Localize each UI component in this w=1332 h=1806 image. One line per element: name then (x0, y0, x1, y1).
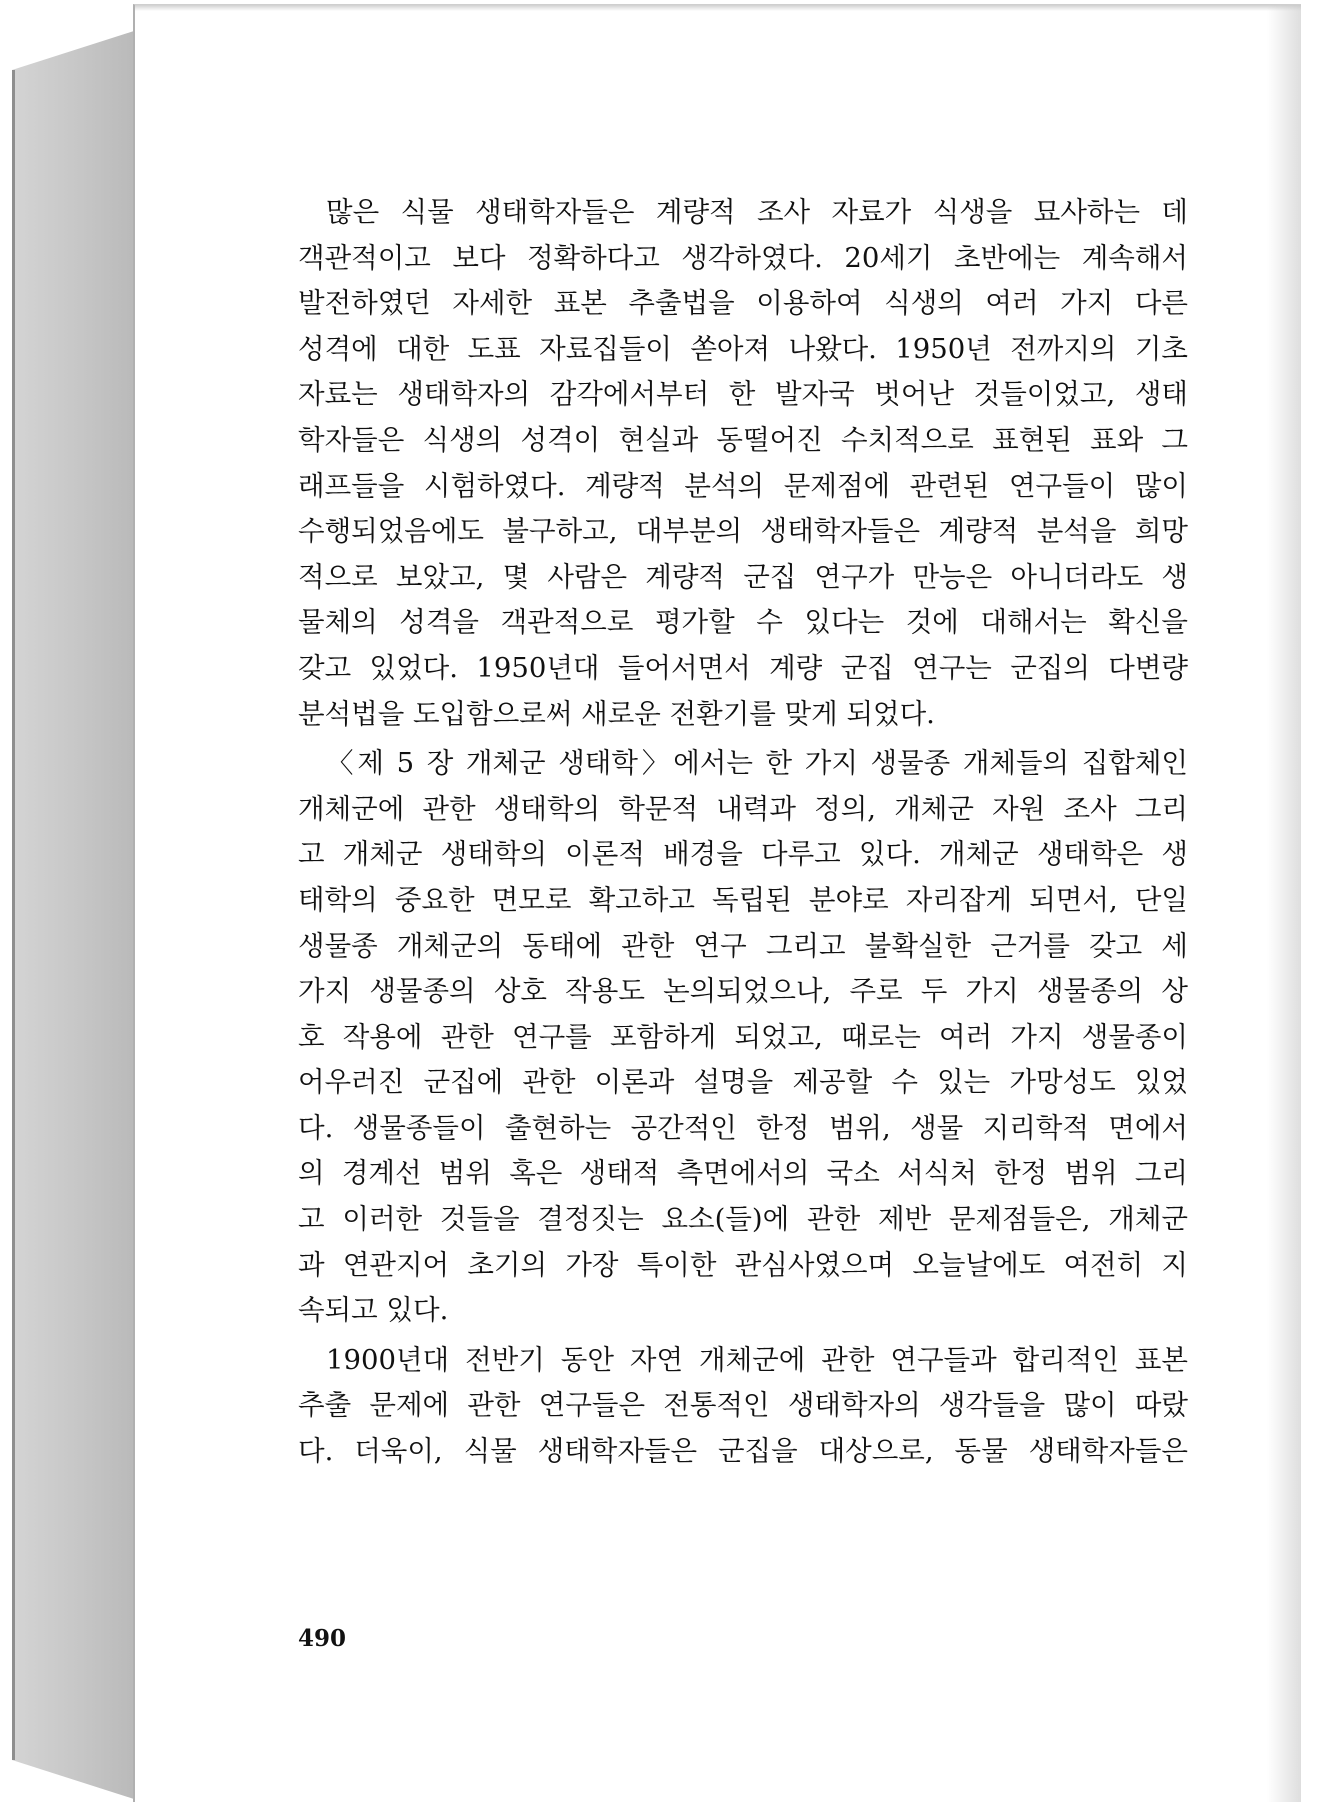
text-line: 물체의 성격을 객관적으로 평가할 수 있다는 것에 대해서는 확신을 (298, 606, 1188, 639)
text-line: 발전하였던 자세한 표본 추출법을 이용하여 식생의 여러 가지 다른 (298, 287, 1188, 320)
text-line: 고 이러한 것들을 결정짓는 요소(들)에 관한 제반 문제점들은, 개체군 (298, 1203, 1188, 1236)
text-line: 태학의 중요한 면모로 확고하고 독립된 분야로 자리잡게 되면서, 단일 (298, 883, 1188, 916)
paragraph-2 (298, 741, 1188, 1334)
paragraph-3 (298, 1338, 1188, 1475)
text-line: 갖고 있었다. 1950년대 들어서면서 계량 군집 연구는 군집의 다변량 (298, 651, 1188, 684)
text-line: 〈제 5 장 개체군 생태학〉에서는 한 가지 생물종 개체들의 집합체인 (326, 747, 1188, 780)
book-spine (12, 30, 137, 1800)
text-line: 1900년대 전반기 동안 자연 개체군에 관한 연구들과 합리적인 표본 (326, 1343, 1188, 1376)
body-text (298, 190, 1188, 1475)
page-right-shadow (1267, 5, 1301, 1802)
text-line: 호 작용에 관한 연구를 포함하게 되었고, 때로는 여러 가지 생물종이 (298, 1020, 1188, 1053)
text-line: 적으로 보았고, 몇 사람은 계량적 군집 연구가 만능은 아니더라도 생 (298, 560, 1188, 593)
text-line: 추출 문제에 관한 연구들은 전통적인 생태학자의 생각들을 많이 따랐 (298, 1389, 1188, 1422)
text-line: 많은 식물 생태학자들은 계량적 조사 자료가 식생을 묘사하는 데 (326, 196, 1188, 228)
text-line: 의 경계선 범위 혹은 생태적 측면에서의 국소 서식처 한정 범위 그리 (298, 1157, 1188, 1190)
text-line: 생물종 개체군의 동태에 관한 연구 그리고 불확실한 근거를 갖고 세 (298, 929, 1188, 962)
book-page (133, 4, 1301, 1802)
text-line: 개체군에 관한 생태학의 학문적 내력과 정의, 개체군 자원 조사 그리 (298, 792, 1188, 825)
text-line: 자료는 생태학자의 감각에서부터 한 발자국 벗어난 것들이었고, 생태 (298, 378, 1188, 411)
text-line: 래프들을 시험하였다. 계량적 분석의 문제점에 관련된 연구들이 많이 (298, 469, 1188, 502)
text-line: 성격에 대한 도표 자료집들이 쏟아져 나왔다. 1950년 전까지의 기초 (298, 332, 1188, 365)
text-line: 어우러진 군집에 관한 이론과 설명을 제공할 수 있는 가망성도 있었 (298, 1066, 1188, 1099)
paragraph-1 (298, 190, 1188, 737)
text-line: 속되고 있다. (298, 1294, 449, 1327)
text-line: 다. 더욱이, 식물 생태학자들은 군집을 대상으로, 동물 생태학자들은 (298, 1435, 1188, 1468)
text-line: 객관적이고 보다 정확하다고 생각하였다. 20세기 초반에는 계속해서 (298, 241, 1188, 274)
page-number: 490 (298, 1625, 347, 1652)
page-top-shadow (135, 5, 1301, 11)
text-line: 가지 생물종의 상호 작용도 논의되었으나, 주로 두 가지 생물종의 상 (298, 975, 1188, 1008)
text-line: 분석법을 도입함으로써 새로운 전환기를 맞게 되었다. (298, 697, 935, 730)
text-line: 수행되었음에도 불구하고, 대부분의 생태학자들은 계량적 분석을 희망 (298, 515, 1188, 548)
text-line: 고 개체군 생태학의 이론적 배경을 다루고 있다. 개체군 생태학은 생 (298, 838, 1188, 871)
text-line: 다. 생물종들이 출현하는 공간적인 한정 범위, 생물 지리학적 면에서 (298, 1111, 1188, 1144)
text-line: 학자들은 식생의 성격이 현실과 동떨어진 수치적으로 표현된 표와 그 (298, 423, 1188, 456)
text-line: 과 연관지어 초기의 가장 특이한 관심사였으며 오늘날에도 여전히 지 (298, 1248, 1188, 1281)
